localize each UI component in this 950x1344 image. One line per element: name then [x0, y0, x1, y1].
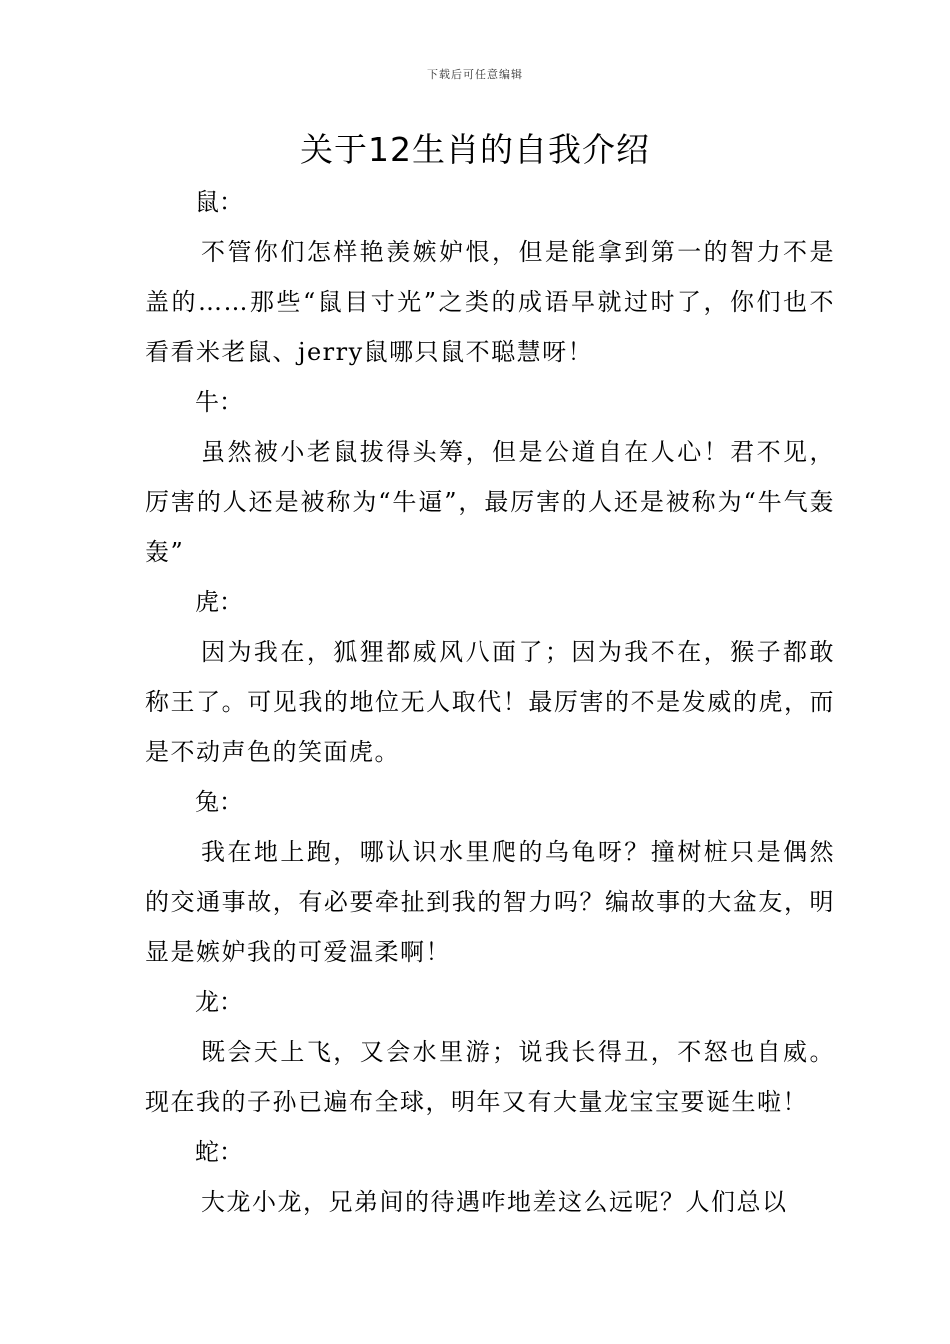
header-note: 下载后可任意编辑 — [427, 68, 523, 81]
section-text-rabbit: 我在地上跑，哪认识水里爬的乌龟呀？撞树桩只是偶然的交通事故，有必要牵扯到我的智力吗？编故事的大盆友，明显是嫉妒我的可爱温柔啊！ — [145, 838, 835, 966]
section-text-snake: 大龙小龙，兄弟间的待遇咋地差这么远呢？人们总以 — [201, 1188, 788, 1216]
section-text-ox: 虽然被小老鼠拔得头筹，但是公道自在人心！君不见，厉害的人还是被称为“牛逼”，最厉害的人还是被称为“牛气轰轰” — [145, 438, 835, 566]
section-label-ox: 牛： — [195, 388, 243, 416]
section-label-dragon: 龙： — [195, 988, 243, 1016]
section-label-rat: 鼠： — [195, 188, 243, 216]
section-text-dragon: 既会天上飞，又会水里游；说我长得丑，不怒也自威。现在我的子孙已遍布全球，明年又有大量龙宝宝要诞生啦！ — [145, 1038, 835, 1116]
section-label-snake: 蛇： — [195, 1138, 243, 1166]
section-text-rat: 不管你们怎样艳羡嫉妒恨，但是能拿到第一的智力不是盖的……那些“鼠目寸光”之类的成语早就过时了，你们也不看看米老鼠、jerry鼠哪只鼠不聪慧呀！ — [145, 238, 835, 366]
document-title: 关于12生肖的自我介绍 — [300, 130, 650, 169]
section-text-tiger: 因为我在，狐狸都威风八面了；因为我不在，猴子都敢称王了。可见我的地位无人取代！最厉害的不是发威的虎，而是不动声色的笑面虎。 — [145, 638, 835, 766]
section-label-rabbit: 兔： — [195, 788, 243, 816]
section-label-tiger: 虎： — [195, 588, 243, 616]
document-body — [145, 177, 835, 1227]
